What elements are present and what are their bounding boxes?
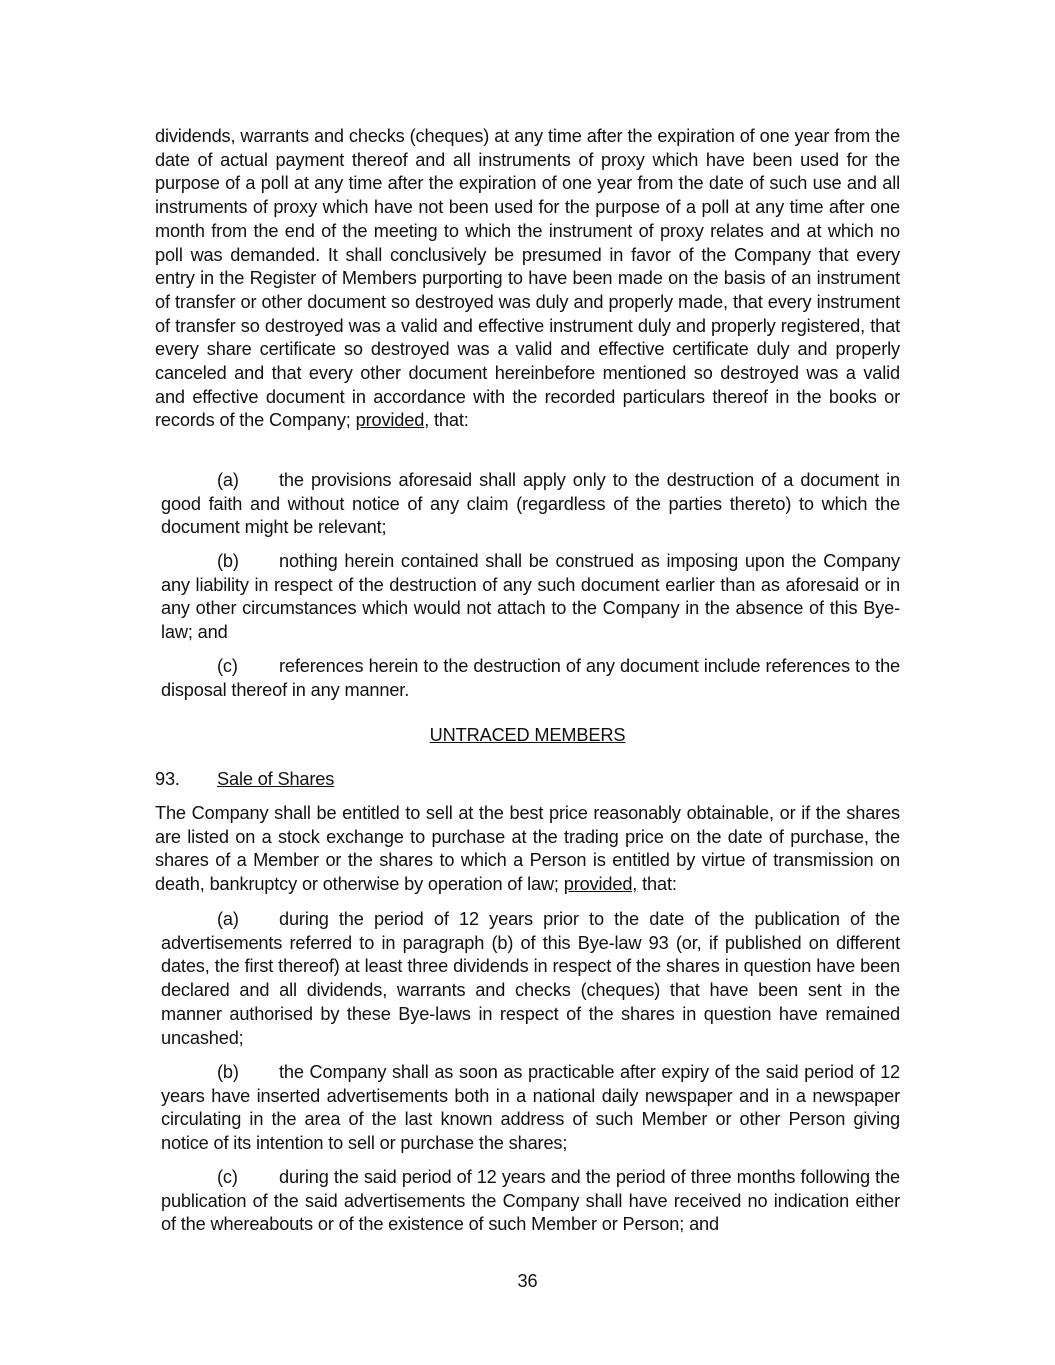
list-item: [161, 550, 900, 645]
item-label: (c): [217, 1167, 238, 1187]
provided-term: provided,: [563, 874, 638, 895]
continuation-paragraph: [155, 125, 900, 433]
section-title: [155, 768, 334, 792]
item-label: (a): [217, 470, 239, 490]
item-text: the provisions aforesaid shall apply only to the destruction of a document in good faith and without notice of any claim (regardless of the parties thereto) to which the document might be relevant;: [161, 470, 900, 538]
item-label: (b): [217, 551, 239, 571]
continuation-tail: , that:: [424, 410, 469, 431]
section-number: 93.: [155, 769, 180, 789]
item-text: during the said period of 12 years and the period of three months following the publication of the said advertisements the Company shall have received no indication either of the whereabouts or of the existence of such Member or Person; and: [161, 1167, 900, 1235]
continuation-text: dividends, warrants and checks (cheques) at any time after the expiration of one year from the date of actual payment thereof and all instruments of proxy which have been used for the purpose of a poll at any time after the expiration of one year from the date of such use and all instruments of proxy which have not been used for the purpose of a poll at any time after one month from the end of the meeting to which the instrument of proxy relates and at which no poll was demanded. It shall conclusively be presumed in favor of the Company that every entry in the Register of Members purporting to have been made on the basis of an instrument of transfer or other document so destroyed was duly and properly made, that every instrument of transfer so destroyed was a valid and effective instrument duly and properly registered, that every share certificate so destroyed was a valid and effective certificate duly and properly canceled and that every other document hereinbefore mentioned so destroyed was a valid and effective document in accordance with the recorded particulars thereof in the books or records of the Company;: [155, 126, 900, 431]
page-number: 36: [517, 1271, 538, 1291]
list-item: [161, 469, 900, 540]
item-text: references herein to the destruction of any document include references to the disposal thereof in any manner.: [161, 656, 900, 700]
intro-text: The Company shall be entitled to sell at the best price reasonably obtainable, or if the shares are listed on a stock exchange to purchase at the trading price on the date of purchase, the shares of a Member or the shares to which a Person is entitled by virtue of transmission on death, bankruptcy or otherwise by operation of law;: [155, 803, 900, 895]
intro-paragraph: [155, 802, 900, 897]
list-item: [161, 908, 900, 1050]
item-text: the Company shall as soon as practicable after expiry of the said period of 12 years have inserted advertisements both in a national daily newspaper and in a newspaper circulating in the area of the last known address of such Member or other Person giving notice of its intention to sell or purchase the shares;: [161, 1062, 900, 1154]
section-title-text: Sale of Shares: [217, 769, 335, 789]
list-item: [161, 1061, 900, 1156]
list-item: [161, 1166, 900, 1237]
item-label: (b): [217, 1062, 239, 1082]
list-item: [161, 655, 900, 702]
item-label: (a): [217, 909, 239, 929]
item-text: nothing herein contained shall be construed as imposing upon the Company any liability in respect of the destruction of any such document earlier than as aforesaid or in any other circumstances which would not attach to the Company in the absence of this Bye-law; and: [161, 551, 900, 643]
intro-tail: that:: [637, 874, 677, 895]
provided-term: provided: [355, 410, 425, 431]
section-heading: UNTRACED MEMBERS: [429, 725, 626, 745]
item-label: (c): [217, 656, 238, 676]
item-text: during the period of 12 years prior to the date of the publication of the advertisements referred to in paragraph (b) of this Bye-law 93 (or, if published on different dates, the first thereof) at least three dividends in respect of the shares in question have been declared and all dividends, warrants and checks (cheques) that have been sent in the manner authorised by these Bye-laws in respect of the shares in question have remained uncashed;: [161, 909, 900, 1048]
